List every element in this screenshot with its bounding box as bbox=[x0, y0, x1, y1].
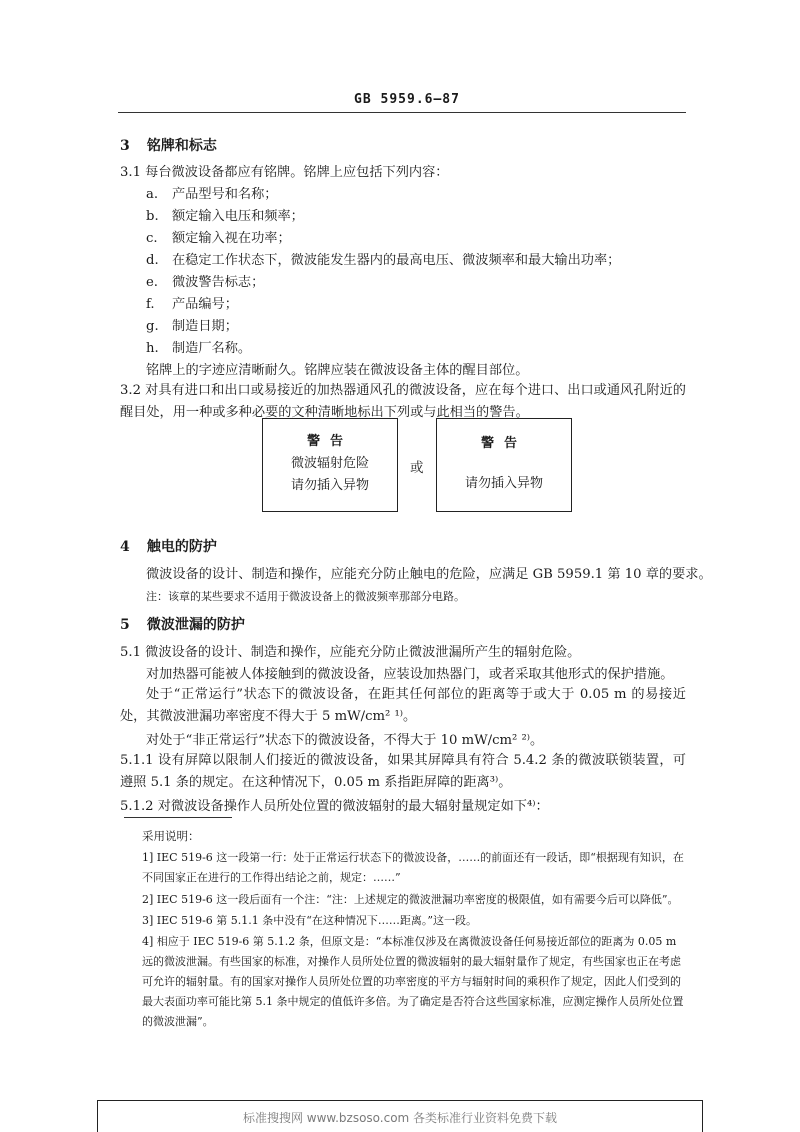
warning-box-right bbox=[436, 418, 572, 512]
clause-5-1-1: 5.1.1 设有屏障以限制人们接近的微波设备，如果其屏障具有符合 5.4.2 条的微波联锁装置，可遵照 5.1 条的规定。在这种情况下，0.05 m 系指距屏障的距离³⁾。 bbox=[120, 753, 686, 790]
section-4-note: 注：该章的某些要求不适用于微波设备上的微波频率那部分电路。 bbox=[146, 590, 465, 603]
list-item bbox=[146, 274, 264, 291]
section-title: 铭牌和标志 bbox=[146, 138, 217, 154]
item-text: 产品型号和名称； bbox=[172, 187, 278, 202]
clause-3-2: 3.2 对具有进口和出口或易接近的加热器通风孔的微波设备，应在每个进口、出口或通风孔附近的醒目处，用一种或多种必要的文种清晰地标出下列或与此相当的警告。 bbox=[120, 383, 686, 420]
list-item bbox=[146, 208, 304, 225]
item-text: 产品编号； bbox=[172, 297, 238, 312]
item-letter: b. bbox=[146, 209, 159, 224]
warning-title: 警告 bbox=[306, 434, 353, 449]
or-connector: 或 bbox=[410, 460, 424, 476]
section-number: 5 bbox=[120, 617, 130, 633]
item-letter: h. bbox=[146, 341, 159, 356]
footnote-1: 1] IEC 519-6 这一段第一行：处于正常运行状态下的微波设备，……的前面还有一段话，即“根据现有知识，在不同国家正在进行的工作得出结论之前，规定：……” bbox=[142, 851, 684, 884]
item-letter: a. bbox=[146, 187, 159, 202]
list-item bbox=[146, 230, 291, 247]
warning-text: 请勿插入异物 bbox=[464, 476, 543, 491]
clause-5-1-abnormal: 对处于“非正常运行”状态下的微波设备，不得大于 10 mW/cm² ²⁾。 bbox=[146, 733, 544, 748]
item-letter: e. bbox=[146, 275, 158, 290]
list-item bbox=[146, 186, 278, 203]
footnote-3: 3] IEC 519-6 第 5.1.1 条中没有“在这种情况下……距离。”这一段。 bbox=[142, 914, 478, 927]
clause-5-1-text: 对加热器可能被人体接触到的微波设备，应装设加热器门，或者采取其他形式的保护措施。 bbox=[146, 667, 674, 682]
clause-3-1: 3.1 每台微波设备都应有铭牌。铭牌上应包括下列内容： bbox=[120, 165, 449, 180]
section-3-heading bbox=[120, 135, 217, 155]
clause-5-1: 5.1 微波设备的设计、制造和操作，应能充分防止微波泄漏所产生的辐射危险。 bbox=[120, 645, 581, 660]
section-4-text: 微波设备的设计、制造和操作，应能充分防止触电的危险，应满足 GB 5959.1 第 10 章的要求。 bbox=[146, 567, 712, 582]
item-text: 额定输入电压和频率； bbox=[172, 209, 304, 224]
list-item bbox=[146, 252, 620, 269]
clause-5-1-2: 5.1.2 对微波设备操作人员所处位置的微波辐射的最大辐射量规定如下⁴⁾： bbox=[120, 799, 549, 814]
warning-text: 微波辐射危险 bbox=[290, 456, 369, 471]
header-rule bbox=[118, 112, 686, 113]
document-header: GB 5959.6—87 bbox=[354, 92, 460, 107]
item-letter: c. bbox=[146, 231, 158, 246]
clause-3-1-closing: 铭牌上的字迹应清晰耐久。铭牌应装在微波设备主体的醒目部位。 bbox=[146, 363, 529, 378]
item-text: 额定输入视在功率； bbox=[172, 231, 291, 246]
footnote-rule bbox=[124, 817, 232, 818]
list-item bbox=[146, 318, 238, 335]
section-number: 3 bbox=[120, 138, 130, 154]
section-title: 触电的防护 bbox=[146, 539, 217, 555]
item-letter: d. bbox=[146, 253, 159, 268]
item-text: 微波警告标志； bbox=[172, 275, 265, 290]
footnote-4: 4] 相应于 IEC 519-6 第 5.1.2 条，但原文是：“本标准仅涉及在离微波设备任何易接近部位的距离为 0.05 m 远的微波泄漏。有些国家的标准，对操作人员所处位置的微波辐射的最大辐射量作了规定，有些国家也正在考虑可允许的辐射量。有的国家对操作人员所处位置的功率密度的平方与辐射时间的乘积作了规定，因此人们受到的最大表面功率可能比第 5.1 条中规定的值低许多倍。为了确定是否符合这些国家标准，应测定操作人员所处位置的微波泄漏”。 bbox=[142, 935, 684, 1028]
clause-5-1-normal: 处于“正常运行”状态下的微波设备，在距其任何部位的距离等于或大于 0.05 m 的易接近处，其微波泄漏功率密度不得大于 5 mW/cm² ¹⁾。 bbox=[120, 687, 686, 724]
item-letter: g. bbox=[146, 319, 159, 334]
section-5-heading bbox=[120, 614, 245, 634]
footnote-title: 采用说明： bbox=[142, 829, 200, 843]
item-letter: f. bbox=[146, 297, 155, 312]
section-number: 4 bbox=[120, 539, 130, 555]
warning-box-left bbox=[262, 418, 398, 512]
section-4-heading bbox=[120, 536, 217, 556]
section-title: 微波泄漏的防护 bbox=[146, 617, 245, 633]
item-text: 在稳定工作状态下，微波能发生器内的最高电压、微波频率和最大输出功率； bbox=[172, 253, 621, 268]
list-item bbox=[146, 296, 238, 313]
warning-title: 警告 bbox=[480, 436, 527, 451]
item-text: 制造厂名称。 bbox=[172, 341, 252, 356]
list-item bbox=[146, 340, 251, 357]
footnote-2: 2] IEC 519-6 这一段后面有一个注：“注：上述规定的微波泄漏功率密度的极限值，如有需要今后可以降低”。 bbox=[142, 893, 679, 906]
warning-text: 请勿插入异物 bbox=[290, 478, 369, 493]
download-footer: 标准搜搜网 www.bzsoso.com 各类标准行业资料免费下载 bbox=[97, 1100, 703, 1132]
item-text: 制造日期； bbox=[172, 319, 238, 334]
